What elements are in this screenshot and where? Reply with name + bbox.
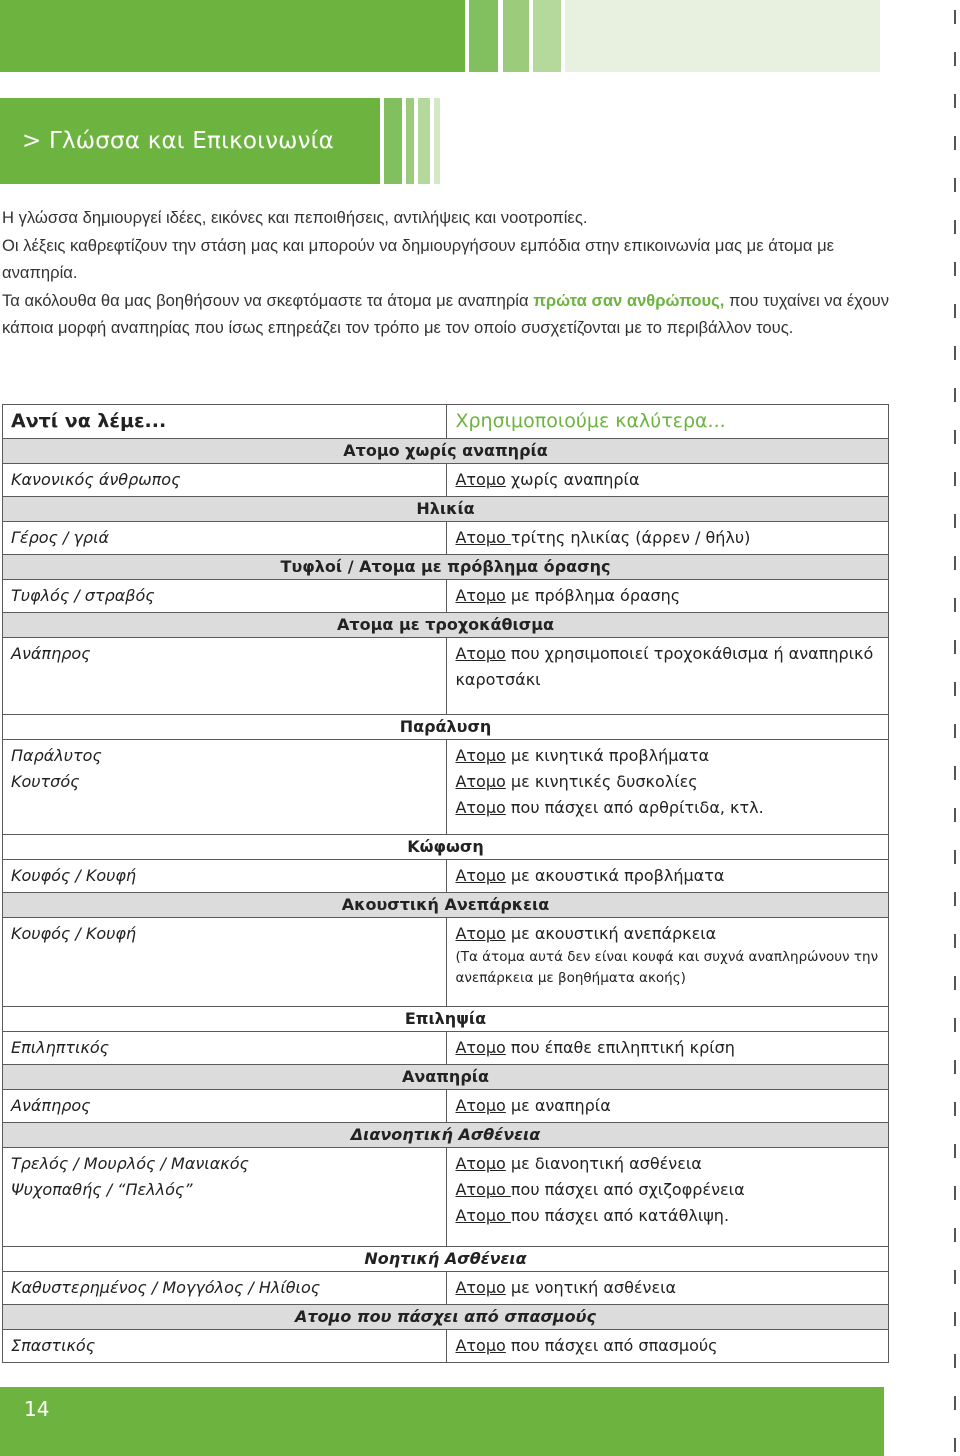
category-row: [3, 715, 889, 740]
edge-tick: [954, 892, 956, 906]
header-right-label: Χρησιμοποιούμε καλύτερα...: [455, 410, 726, 432]
category-row: [3, 555, 889, 580]
preferred-text: με νοητική ασθένεια: [505, 1278, 677, 1297]
intro-paragraph: [2, 204, 902, 342]
preferred-underlined: Ατομο: [455, 1278, 506, 1297]
category-row: [3, 1123, 889, 1148]
table-row: [3, 638, 889, 715]
preferred-underlined: Ατομο: [455, 470, 506, 489]
avoid-text: Ανάπηρος: [11, 644, 91, 663]
intro-line: Οι λέξεις καθρεφτίζουν την στάση μας και μπορούν να δημιουργήσουν εμπόδια στην επικοινωνία μας με άτομα με αναπηρία.: [2, 235, 835, 282]
edge-tick: [954, 598, 956, 612]
preferred-term: [447, 918, 889, 1007]
preferred-line: [455, 1151, 880, 1177]
edge-tick: [954, 10, 956, 24]
edge-tick: [954, 178, 956, 192]
edge-tick: [954, 1102, 956, 1116]
category-row: [3, 835, 889, 860]
section-title-banner: [0, 98, 380, 184]
edge-tick: [954, 1270, 956, 1284]
preferred-underlined: Ατομο: [455, 528, 511, 547]
preferred-term: [447, 1032, 889, 1065]
category-row: [3, 893, 889, 918]
preferred-term: [447, 580, 889, 613]
avoid-term: [3, 638, 447, 715]
intro-text: που τυχαίνει να έχουν κάποια μορφή αναπηρίας που ίσως επηρεάζει τον τρόπο με τον οποίο συσχετίζονται με το περιβάλλον τους.: [2, 290, 890, 337]
category-row: [3, 497, 889, 522]
category-row: [3, 1305, 889, 1330]
preferred-text: που πάσχει από σπασμούς: [505, 1336, 718, 1355]
category-label: Παράλυση: [3, 715, 889, 740]
preferred-text: τρίτης ηλικίας (άρρεν / θήλυ): [510, 528, 751, 547]
preferred-underlined: Ατομο: [455, 866, 506, 885]
table-header-row: [3, 405, 889, 439]
preferred-underlined: Ατομο: [455, 1336, 506, 1355]
intro-line: [2, 287, 902, 342]
edge-tick: [954, 220, 956, 234]
edge-tick: [954, 808, 956, 822]
edge-tick: [954, 388, 956, 402]
edge-tick: [954, 1312, 956, 1326]
preferred-note: (Τα άτομα αυτά δεν είναι κουφά και συχνά αναπληρώνουν την ανεπάρκεια με βοηθήματα ακοής): [455, 949, 879, 986]
preferred-line: [455, 743, 880, 769]
top-stripe-3: [533, 0, 561, 72]
preferred-underlined: Ατομο: [455, 1154, 506, 1173]
avoid-text: Επιληπτικός: [11, 1038, 110, 1057]
table-row: [3, 860, 889, 893]
preferred-underlined: Ατομο: [455, 1096, 506, 1115]
category-label: Αναπηρία: [3, 1065, 889, 1090]
preferred-underlined: Ατομο: [455, 798, 506, 817]
preferred-underlined: Ατομο: [455, 746, 506, 765]
preferred-text: που πάσχει από κατάθλιψη.: [510, 1206, 730, 1225]
edge-tick: [954, 94, 956, 108]
avoid-term: [3, 740, 447, 835]
category-label: Ατομο χωρίς αναπηρία: [3, 439, 889, 464]
category-label: Ηλικία: [3, 497, 889, 522]
edge-tick: [954, 1018, 956, 1032]
footer-band: [0, 1387, 884, 1456]
preferred-text: που χρησιμοποιεί τροχοκάθισμα ή αναπηρικό καροτσάκι: [455, 644, 874, 689]
avoid-term: [3, 580, 447, 613]
edge-tick: [954, 430, 956, 444]
avoid-text: Τρελός / Μουρλός / Μανιακός: [11, 1154, 249, 1173]
avoid-term: [3, 918, 447, 1007]
header-cell-right: [447, 405, 889, 439]
intro-line: Η γλώσσα δημιουργεί ιδέες, εικόνες και πεποιθήσεις, αντιλήψεις και νοοτροπίες.: [2, 208, 588, 227]
table-row: [3, 1272, 889, 1305]
preferred-text: με πρόβλημα όρασης: [505, 586, 681, 605]
preferred-text: που πάσχει από αρθρίτιδα, κτλ.: [505, 798, 764, 817]
top-stripe-4: [565, 0, 880, 72]
terminology-table: [2, 404, 889, 1363]
header-cell-left: [3, 405, 447, 439]
preferred-underlined: Ατομο: [455, 1038, 506, 1057]
table-row: [3, 1148, 889, 1247]
avoid-term: [3, 860, 447, 893]
table-row: [3, 918, 889, 1007]
preferred-term: [447, 522, 889, 555]
avoid-term: [3, 1148, 447, 1247]
preferred-text: με κινητικές δυσκολίες: [505, 772, 698, 791]
avoid-text: Σπαστικός: [11, 1336, 96, 1355]
edge-tick: [954, 1354, 956, 1368]
preferred-term: [447, 1330, 889, 1363]
avoid-text: Κουτσός: [11, 772, 80, 791]
section-title: > Γλώσσα και Επικοινωνία: [22, 128, 334, 154]
category-row: [3, 1007, 889, 1032]
avoid-text: Κουφός / Κουφή: [11, 924, 137, 943]
table-row: [3, 1330, 889, 1363]
category-row: [3, 1247, 889, 1272]
table-row: [3, 740, 889, 835]
edge-tick: [954, 1228, 956, 1242]
intro-text: Τα ακόλουθα θα μας βοηθήσουν να σκεφτόμαστε τα άτομα με αναπηρία: [2, 290, 534, 310]
category-label: Κώφωση: [3, 835, 889, 860]
preferred-text: χωρίς αναπηρία: [505, 470, 640, 489]
edge-tick: [954, 514, 956, 528]
edge-tick: [954, 976, 956, 990]
edge-tick: [954, 850, 956, 864]
edge-tick: [954, 640, 956, 654]
top-green-band: [0, 0, 465, 72]
avoid-text: Καθυστερημένος / Μογγόλος / Ηλίθιος: [11, 1278, 321, 1297]
header-left-label: Αντί να λέμε...: [11, 410, 167, 432]
category-label: Νοητική Ασθένεια: [3, 1247, 889, 1272]
avoid-text: Τυφλός / στραβός: [11, 586, 155, 605]
table-row: [3, 464, 889, 497]
preferred-term: [447, 1090, 889, 1123]
category-label: Ακουστική Ανεπάρκεια: [3, 893, 889, 918]
edge-tick: [954, 346, 956, 360]
category-label: Επιληψία: [3, 1007, 889, 1032]
title-stripe-2: [406, 98, 414, 184]
category-label: Ατομο που πάσχει από σπασμούς: [3, 1305, 889, 1330]
preferred-term: [447, 1148, 889, 1247]
edge-tick: [954, 724, 956, 738]
avoid-text: Ανάπηρος: [11, 1096, 91, 1115]
avoid-term: [3, 1330, 447, 1363]
edge-tick: [954, 304, 956, 318]
edge-tick: [954, 472, 956, 486]
avoid-text: Κουφός / Κουφή: [11, 866, 137, 885]
avoid-text: Γέρος / γριά: [11, 528, 110, 547]
preferred-text: που πάσχει από σχιζοφρένεια: [510, 1180, 745, 1199]
category-row: [3, 1065, 889, 1090]
avoid-term: [3, 1272, 447, 1305]
edge-tick: [954, 766, 956, 780]
intro-highlight: πρώτα σαν ανθρώπους,: [533, 290, 725, 310]
preferred-line: [455, 769, 880, 795]
edge-tick: [954, 52, 956, 66]
title-stripe-3: [418, 98, 430, 184]
page-number: 14: [24, 1397, 50, 1421]
edge-tick: [954, 556, 956, 570]
preferred-text: με ακουστική ανεπάρκεια: [505, 924, 717, 943]
avoid-term: [3, 1090, 447, 1123]
avoid-term: [3, 1032, 447, 1065]
table-row: [3, 522, 889, 555]
preferred-text: που έπαθε επιληπτική κρίση: [505, 1038, 735, 1057]
avoid-term: [3, 522, 447, 555]
preferred-underlined: Ατομο: [455, 1180, 511, 1199]
preferred-term: [447, 464, 889, 497]
preferred-line: [455, 1203, 880, 1229]
avoid-text: Ψυχοπαθής / “Πελλός”: [11, 1180, 193, 1199]
edge-tick: [954, 1060, 956, 1074]
title-stripe-4: [434, 98, 440, 184]
preferred-line: [455, 1177, 880, 1203]
preferred-term: [447, 638, 889, 715]
preferred-underlined: Ατομο: [455, 772, 506, 791]
avoid-term: [3, 464, 447, 497]
preferred-text: με διανοητική ασθένεια: [505, 1154, 702, 1173]
edge-tick: [954, 682, 956, 696]
table-row: [3, 1090, 889, 1123]
preferred-text: με αναπηρία: [505, 1096, 611, 1115]
avoid-text: Παράλυτος: [11, 746, 102, 765]
top-stripe-2: [503, 0, 529, 72]
category-label: Ατομα με τροχοκάθισμα: [3, 613, 889, 638]
table-row: [3, 580, 889, 613]
top-stripe-1: [469, 0, 498, 72]
edge-tick: [954, 934, 956, 948]
preferred-underlined: Ατομο: [455, 924, 506, 943]
edge-tick: [954, 1144, 956, 1158]
edge-tick: [954, 136, 956, 150]
category-row: [3, 439, 889, 464]
category-row: [3, 613, 889, 638]
category-label: Τυφλοί / Ατομα με πρόβλημα όρασης: [3, 555, 889, 580]
preferred-term: [447, 1272, 889, 1305]
preferred-term: [447, 860, 889, 893]
preferred-line: [455, 921, 880, 947]
category-label: Διανοητική Ασθένεια: [3, 1123, 889, 1148]
title-stripe-1: [384, 98, 402, 184]
avoid-text: Κανονικός άνθρωπος: [11, 470, 181, 489]
preferred-text: με ακουστικά προβλήματα: [505, 866, 725, 885]
edge-tick: [954, 262, 956, 276]
edge-tick: [954, 1186, 956, 1200]
preferred-text: με κινητικά προβλήματα: [505, 746, 710, 765]
preferred-term: [447, 740, 889, 835]
preferred-underlined: Ατομο: [455, 1206, 511, 1225]
preferred-line: [455, 795, 880, 821]
edge-tick: [954, 1396, 956, 1410]
preferred-underlined: Ατομο: [455, 586, 506, 605]
edge-tick: [954, 1438, 956, 1452]
preferred-underlined: Ατομο: [455, 644, 506, 663]
table-row: [3, 1032, 889, 1065]
